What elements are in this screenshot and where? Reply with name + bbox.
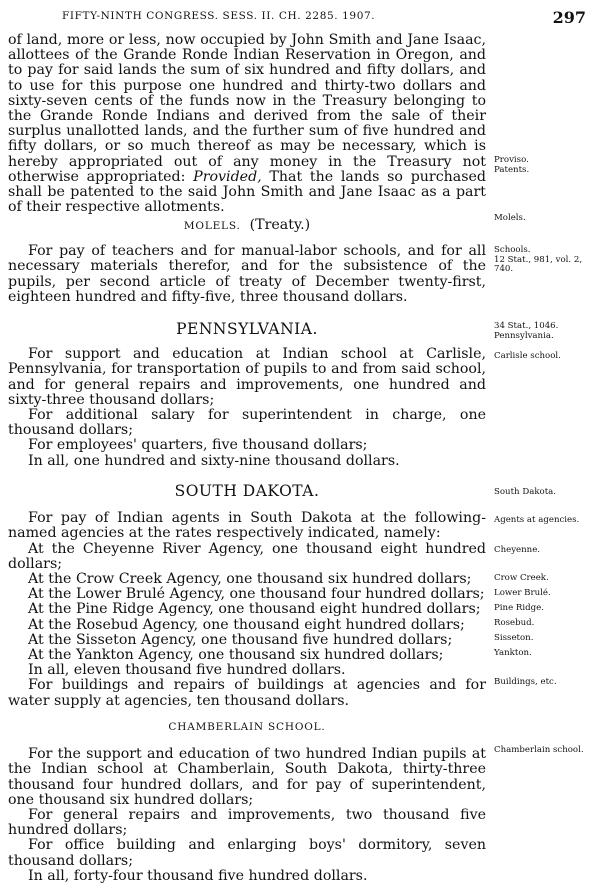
margin-note-carlisle: Carlisle school.	[494, 351, 561, 361]
chamberlain-line-4: In all, forty-four thousand five hundred dollars.	[28, 867, 368, 884]
chamberlain-line-2: For general repairs and improvements, two thousand five hundred dollars;	[8, 807, 486, 839]
margin-note-sisseton: Sisseton.	[494, 633, 534, 643]
pine-ridge-line: At the Pine Ridge Agency, one thousand eight hundred dollars;	[28, 601, 481, 618]
margin-note-south-dakota: South Dakota.	[494, 487, 557, 497]
margin-note-molels: Molels.	[494, 213, 526, 223]
rosebud-line: At the Rosebud Agency, one thousand eight hundred dollars;	[28, 616, 465, 633]
molels-heading-suffix: (Treaty.)	[249, 217, 311, 233]
molels-heading	[8, 218, 486, 234]
margin-note-schools: Schools.	[494, 245, 531, 255]
margin-note-yankton: Yankton.	[494, 648, 532, 658]
chamberlain-heading: CHAMBERLAIN SCHOOL.	[168, 721, 326, 733]
margin-note-rosebud: Rosebud.	[494, 618, 535, 628]
sisseton-line: At the Sisseton Agency, one thousand five hundred dollars;	[28, 631, 453, 648]
margin-note-agents: Agents at agencies.	[494, 515, 580, 525]
margin-note-schools-ref: 12 Stat., 981, vol. 2, 740.	[494, 255, 583, 275]
pennsylvania-line-2: For additional salary for superintendent in charge, one thousand dollars;	[8, 407, 486, 439]
top-paragraph-text-after: That the lands so purchased shall be patented to the said John Smith and Jane Isaac as a part of their respective allotments.	[8, 168, 486, 216]
margin-note-stat-ref: 34 Stat., 1046.	[494, 321, 559, 331]
pennsylvania-line-3: For employees' quarters, five thousand dollars;	[28, 437, 368, 454]
chamberlain-paragraph: For the support and education of two hundred Indian pupils at the Indian school at Chamberlain, South Dakota, thirty-three thousand four hundred dollars, and for pay of superintendent, one thousand six hundred dollars;	[8, 746, 486, 808]
molels-paragraph: For pay of teachers and for manual-labor schools, and for all necessary materials therefor, and for the subsistence of the pupils, per second article of treaty of December twenty-first, eighteen hundred and fifty-five, three thousand dollars.	[8, 243, 486, 305]
top-paragraph	[8, 33, 486, 215]
molels-section	[8, 218, 486, 305]
margin-note-cheyenne: Cheyenne.	[494, 545, 541, 555]
chamberlain-line-3: For office building and enlarging boys' dormitory, seven thousand dollars;	[8, 837, 486, 869]
margin-note-pine-ridge: Pine Ridge.	[494, 603, 544, 613]
margin-note-buildings: Buildings, etc.	[494, 677, 557, 687]
pennsylvania-paragraph: For support and education at Indian school at Carlisle, Pennsylvania, for transportation of pupils to and from said school, and for general repairs and improvements, one hundred and sixty-three thousand dollars;	[8, 346, 486, 408]
buildings-paragraph: For buildings and repairs of buildings at agencies and for water supply at agencies, ten thousand dollars.	[8, 677, 486, 709]
page-header	[0, 8, 600, 28]
south-dakota-intro: For pay of Indian agents in South Dakota at the following-named agencies at the rates respectively indicated, namely:	[8, 510, 486, 542]
running-head: FIFTY-NINTH CONGRESS. SESS. II. CH. 2285. 1907.	[62, 10, 376, 22]
top-paragraph-text: of land, more or less, now occupied by John Smith and Jane Isaac, allottees of the Grande Ronde Indian Reservation in Oregon, and to pay for said lands the sum of six hundred and fifty dollars, and to use for this purpose one hundred and thirty-two dollars and sixty-seven cents of the funds now in the Treasury belonging to the Grande Ronde Indians and derived from the sale of their surplus unallotted lands, and the further sum of five hundred and fifty dollars, or so much thereof as may be necessary, which is hereby appropriated out of any money in the Treasury not otherwise appropriated:	[8, 32, 486, 185]
south-dakota-total: In all, eleven thousand five hundred dollars.	[28, 662, 346, 679]
margin-note-lower-brule: Lower Brulé.	[494, 588, 551, 598]
south-dakota-heading: SOUTH DAKOTA.	[174, 482, 320, 500]
molels-heading-label: MOLELS.	[183, 220, 241, 232]
cheyenne-line: At the Cheyenne River Agency, one thousand eight hundred dollars;	[8, 540, 486, 572]
pennsylvania-section	[8, 322, 486, 469]
margin-note-chamberlain: Chamberlain school.	[494, 745, 584, 755]
chamberlain-section	[8, 720, 486, 884]
margin-note-pennsylvania: Pennsylvania.	[494, 331, 554, 341]
margin-note-crow-creek: Crow Creek.	[494, 573, 549, 583]
page-number: 297	[552, 8, 586, 27]
margin-note-patents: Patents.	[494, 165, 530, 175]
lower-brule-line: At the Lower Brulé Agency, one thousand four hundred dollars;	[28, 586, 485, 603]
margin-note-proviso: Proviso.	[494, 155, 529, 165]
pennsylvania-heading: PENNSYLVANIA.	[176, 320, 318, 338]
crow-creek-line: At the Crow Creek Agency, one thousand six hundred dollars;	[28, 571, 472, 588]
south-dakota-section	[8, 484, 486, 709]
pennsylvania-line-4: In all, one hundred and sixty-nine thousand dollars.	[28, 452, 400, 469]
proviso-word: Provided,	[193, 168, 262, 185]
yankton-line: At the Yankton Agency, one thousand six hundred dollars;	[28, 647, 444, 664]
